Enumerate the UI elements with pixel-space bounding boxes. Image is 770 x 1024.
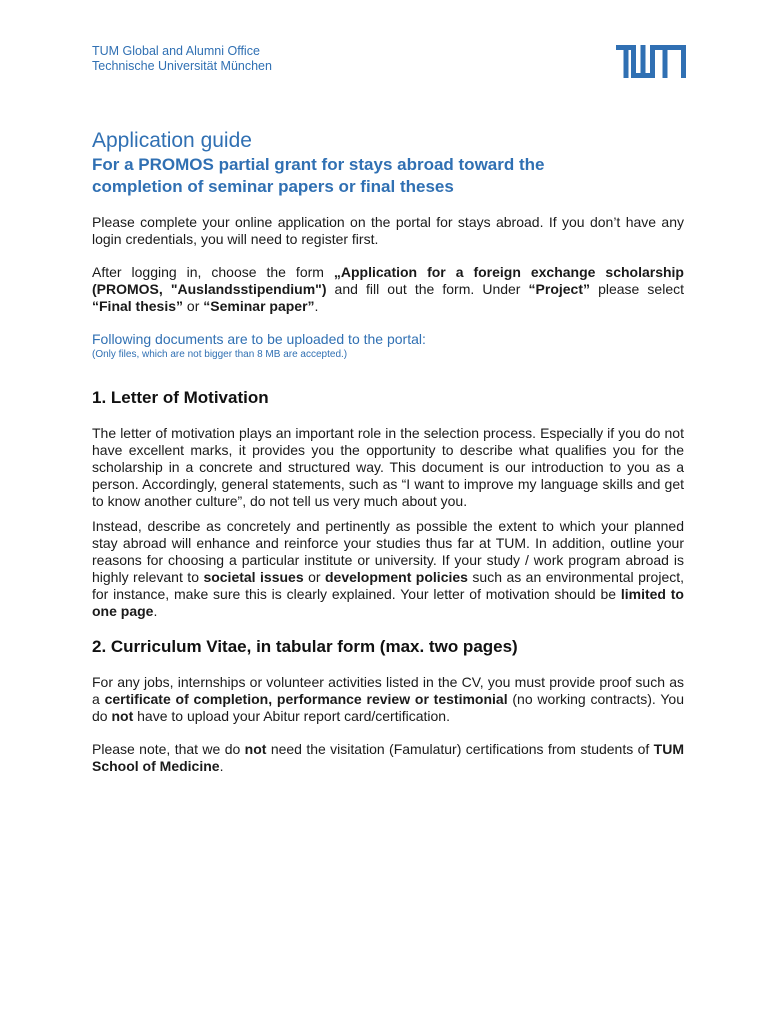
bold-term: certificate of completion, performance review or testimonial — [104, 691, 508, 707]
bold-term: not — [111, 708, 134, 724]
text-run: After logging in, choose the form — [92, 264, 334, 280]
section-2-paragraph-1 — [92, 674, 684, 725]
text-run: please select — [590, 281, 684, 297]
text-run: Instead, describe as concretely and pertinently as possible the extent to which your planned stay abroad will enhance and reinforce your studies thus far at TUM. In addition, outline your reasons for choosing a particular institute or university. If your study / work program abroad is highly relevant to — [92, 518, 684, 585]
section-1-heading: 1. Letter of Motivation — [92, 388, 269, 407]
text-run: need the visitation (Famulatur) certifications from students of — [266, 741, 654, 757]
tum-logo-icon — [616, 45, 686, 78]
form-name: „Application for a foreign exchange scholarship (PROMOS, "Auslandsstipendium") — [92, 264, 684, 297]
subtitle-line-2: completion of seminar papers or final theses — [92, 177, 454, 196]
header-office-name: TUM Global and Alumni Office — [92, 44, 260, 58]
text-run: . — [153, 603, 158, 619]
text-run: and fill out the form. Under — [326, 281, 529, 297]
section-1-paragraph-1: The letter of motivation plays an important role in the selection process. Especially if you do not have excellent marks, it provides you the opportunity to describe what qualifies you for the scholarship in a concrete and structured way. This document is our introduction to you as a person. Accordingly, general statements, such as “I want to improve my language skills and get to know another culture”, do not tell us very much about you. — [92, 425, 684, 509]
bold-term: not — [244, 741, 267, 757]
documents-note: (Only files, which are not bigger than 8 MB are accepted.) — [92, 349, 348, 360]
bold-term: development policies — [325, 569, 468, 585]
page-title: Application guide — [92, 129, 252, 152]
section-2-heading: 2. Curriculum Vitae, in tabular form (max. two pages) — [92, 637, 518, 656]
text-run: have to upload your Abitur report card/certification. — [133, 708, 450, 724]
text-run: (no working contracts). You do — [92, 691, 684, 724]
bold-term: TUM School of Medicine — [92, 741, 684, 774]
bold-term: limited to one page — [92, 586, 684, 619]
page-header — [92, 44, 272, 74]
documents-heading: Following documents are to be uploaded to the portal: — [92, 331, 426, 347]
section-2-paragraph-2 — [92, 741, 684, 775]
seminar-paper-option: “Seminar paper” — [203, 298, 315, 314]
tum-logo — [616, 45, 686, 78]
bold-term: societal issues — [203, 569, 304, 585]
text-run: . — [314, 298, 319, 314]
project-label: “Project” — [528, 281, 591, 297]
text-run: . — [219, 758, 224, 774]
intro-paragraph-2 — [92, 264, 684, 315]
final-thesis-option: “Final thesis” — [92, 298, 184, 314]
text-run: such as an environmental project, for instance, make sure this is clearly explained. Your letter of motivation should be — [92, 569, 685, 602]
text-run: or — [183, 298, 204, 314]
subtitle-line-1: For a PROMOS partial grant for stays abroad toward the — [92, 155, 545, 174]
text-run: Please note, that we do — [92, 741, 245, 757]
intro-paragraph-1: Please complete your online application on the portal for stays abroad. If you don’t have any login credentials, you will need to register first. — [92, 214, 684, 247]
title-block — [92, 128, 692, 198]
document-body — [92, 214, 684, 775]
section-1-paragraph-2 — [92, 518, 684, 620]
text-run: For any jobs, internships or volunteer activities listed in the CV, you must provide proof such as a — [92, 674, 684, 707]
text-run: or — [303, 569, 325, 585]
header-university-name: Technische Universität München — [92, 59, 272, 73]
